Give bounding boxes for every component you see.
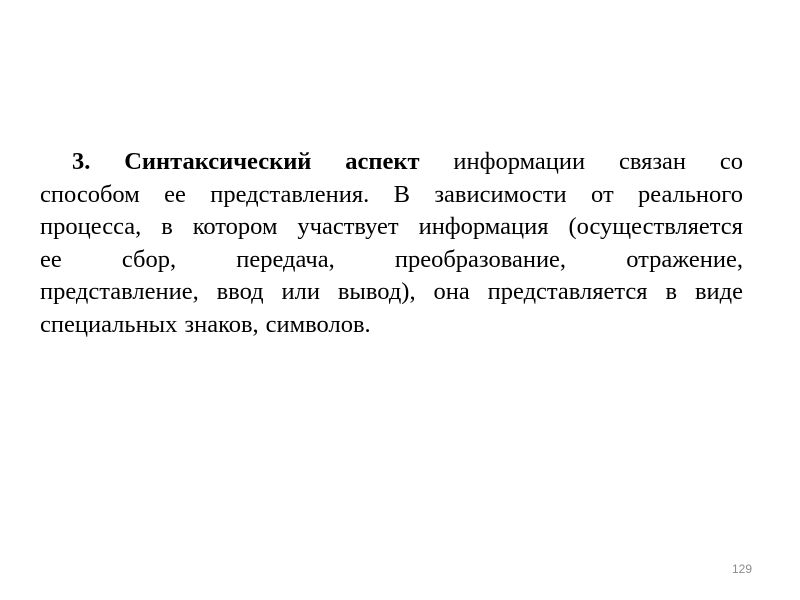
- text-word: в: [665, 278, 678, 305]
- text-word: от: [591, 180, 614, 208]
- text-word: (осуществляется: [568, 213, 743, 240]
- heading-word: аспект: [345, 148, 420, 175]
- text-word: сбор,: [121, 245, 177, 273]
- text-word: реального: [638, 180, 743, 208]
- text-word: символов.: [265, 310, 371, 338]
- text-word: информации: [453, 148, 586, 175]
- text-word: преобразование,: [394, 245, 567, 273]
- text-word: представляется: [487, 278, 648, 305]
- text-word: представление,: [40, 278, 199, 305]
- paragraph-line: [40, 179, 743, 212]
- text-word: ввод: [216, 278, 264, 305]
- paragraph: [40, 146, 743, 341]
- text-word: процесса,: [40, 213, 142, 240]
- text-word: В: [393, 180, 411, 208]
- text-word: она: [433, 278, 470, 305]
- text-word: связан: [618, 148, 687, 175]
- paragraph-line: [40, 211, 743, 244]
- text-word: зависимости: [434, 180, 567, 208]
- text-word: участвует: [297, 213, 399, 240]
- text-word: ее: [164, 180, 186, 208]
- heading-word: 3.: [72, 148, 91, 175]
- text-word: информация: [418, 213, 549, 240]
- text-word: представления.: [210, 180, 370, 208]
- text-word: отражение,: [626, 245, 743, 273]
- text-word: способом: [40, 180, 140, 208]
- paragraph-line: [40, 276, 743, 309]
- text-word: специальных: [40, 310, 178, 338]
- text-word: или: [281, 278, 320, 305]
- text-word: со: [719, 148, 743, 175]
- text-word: передача,: [236, 245, 335, 273]
- paragraph-line: [40, 309, 743, 342]
- text-word: ее: [40, 245, 62, 273]
- heading-word: Синтаксический: [124, 148, 312, 175]
- text-word: виде: [694, 278, 743, 305]
- text-word: в: [161, 213, 173, 240]
- text-word: котором: [192, 213, 278, 240]
- paragraph-line: [40, 146, 743, 179]
- paragraph-line: [40, 244, 743, 277]
- text-word: знаков,: [184, 310, 259, 338]
- text-word: вывод),: [337, 278, 416, 305]
- page-number: 129: [731, 562, 752, 576]
